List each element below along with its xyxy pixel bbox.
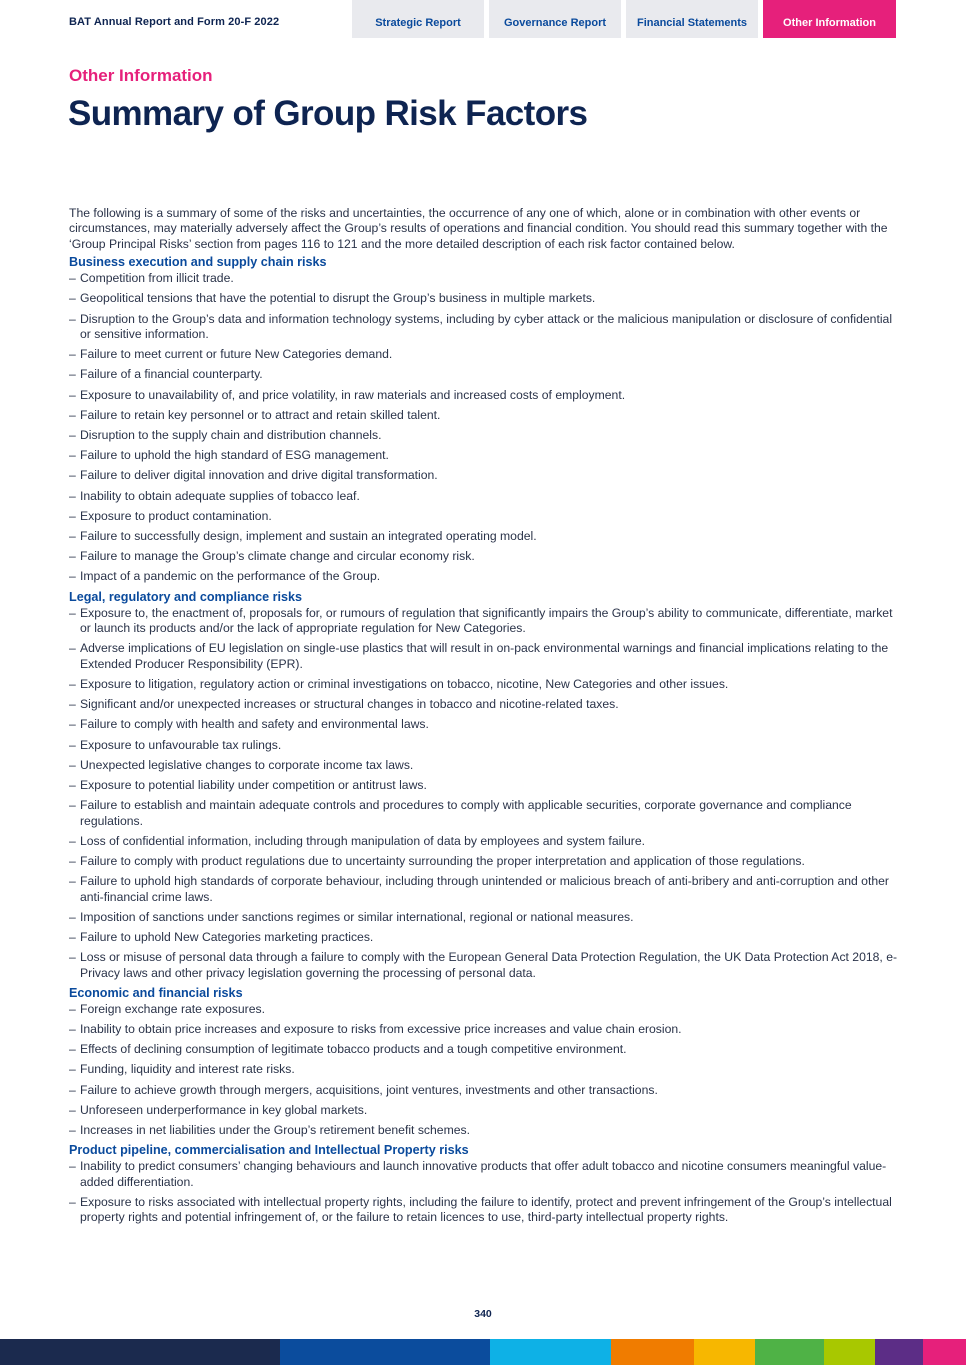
- risk-item: – Foreign exchange rate exposures.: [69, 1002, 901, 1017]
- risk-item: – Exposure to unavailability of, and price volatility, in raw materials and increased costs of employment.: [69, 388, 901, 403]
- tab-governance-report[interactable]: Governance Report: [489, 0, 621, 38]
- footer-color-block: [611, 1339, 694, 1365]
- risk-item: – Failure to manage the Group’s climate change and circular economy risk.: [69, 549, 901, 564]
- page-number: 340: [474, 1308, 492, 1320]
- risk-item: – Exposure to potential liability under competition or antitrust laws.: [69, 778, 901, 793]
- risk-item: – Exposure to product contamination.: [69, 509, 901, 524]
- footer-color-block: [875, 1339, 923, 1365]
- risk-item: – Increases in net liabilities under the Group’s retirement benefit schemes.: [69, 1123, 901, 1138]
- top-bar: [0, 0, 966, 38]
- risk-item: – Inability to obtain adequate supplies of tobacco leaf.: [69, 489, 901, 504]
- tab-other-information[interactable]: Other Information: [763, 0, 896, 38]
- risk-item: – Loss of confidential information, including through manipulation of data by employees and system failure.: [69, 834, 901, 849]
- risk-item: – Disruption to the Group’s data and information technology systems, including by cyber attack or the malicious manipulation or disclosure of confidential or sensitive information.: [69, 312, 901, 343]
- report-title: BAT Annual Report and Form 20-F 2022: [69, 16, 280, 28]
- risk-item: – Failure to successfully design, implement and sustain an integrated operating model.: [69, 529, 901, 544]
- risk-item: – Inability to obtain price increases and exposure to risks from excessive price increases and value chain erosion.: [69, 1022, 901, 1037]
- section-kicker: Other Information: [69, 66, 213, 85]
- risk-item: – Exposure to litigation, regulatory action or criminal investigations on tobacco, nicotine, New Categories and other issues.: [69, 677, 901, 692]
- risk-item: – Significant and/or unexpected increases or structural changes in tobacco and nicotine-related taxes.: [69, 697, 901, 712]
- risk-list: [69, 271, 901, 585]
- footer-color-block: [755, 1339, 824, 1365]
- risk-item: – Exposure to unfavourable tax rulings.: [69, 738, 901, 753]
- risk-item: – Imposition of sanctions under sanctions regimes or similar international, regional or national measures.: [69, 910, 901, 925]
- risk-item: – Effects of declining consumption of legitimate tobacco products and a tough competitive environment.: [69, 1042, 901, 1057]
- footer-color-block: [694, 1339, 755, 1365]
- risk-item: – Geopolitical tensions that have the potential to disrupt the Group’s business in multiple markets.: [69, 291, 901, 306]
- risk-item: – Failure to meet current or future New Categories demand.: [69, 347, 901, 362]
- footer-color-block: [280, 1339, 490, 1365]
- risk-group-heading: Economic and financial risks: [69, 985, 243, 1000]
- risk-item: – Impact of a pandemic on the performance of the Group.: [69, 569, 901, 584]
- footer-color-strip: [0, 1339, 966, 1365]
- risk-item: – Unforeseen underperformance in key global markets.: [69, 1103, 901, 1118]
- risk-item: – Adverse implications of EU legislation on single-use plastics that will result in on-pack environmental warnings and financial implications relating to the Extended Producer Responsibility (EPR).: [69, 641, 901, 672]
- risk-summary-content: [69, 206, 901, 1230]
- footer-color-block: [824, 1339, 875, 1365]
- footer-color-block: [923, 1339, 966, 1365]
- page-title: Summary of Group Risk Factors: [68, 94, 588, 133]
- risk-group-heading: Legal, regulatory and compliance risks: [69, 589, 303, 604]
- intro-paragraph: The following is a summary of some of the risks and uncertainties, the occurrence of any one of which, alone or in combination with other events or circumstances, may materially adversely affect the Group’s results of operations and financial condition. You should read this summary together with the ‘Group Principal Risks’ section from pages 116 to 121 and the more detailed description of each risk factor contained below.: [69, 206, 888, 251]
- footer-color-block: [0, 1339, 280, 1365]
- risk-item: – Inability to predict consumers’ changing behaviours and launch innovative products that offer adult tobacco and nicotine consumers meaningful value-added differentiation.: [69, 1159, 901, 1190]
- risk-item: – Failure to achieve growth through mergers, acquisitions, joint ventures, investments and other transactions.: [69, 1083, 901, 1098]
- risk-item: – Exposure to, the enactment of, proposals for, or rumours of regulation that significantly impairs the Group’s ability to communicate, differentiate, market or launch its products and/or the lack of appropriate regulation for New Categories.: [69, 606, 901, 637]
- risk-item: – Failure to comply with product regulations due to uncertainty surrounding the proper interpretation and application of those regulations.: [69, 854, 901, 869]
- risk-item: – Loss or misuse of personal data through a failure to comply with the European General Data Protection Regulation, the UK Data Protection Act 2018, e-Privacy laws and other privacy legislation governing the processing of personal data.: [69, 950, 901, 981]
- risk-item: – Unexpected legislative changes to corporate income tax laws.: [69, 758, 901, 773]
- risk-item: – Failure of a financial counterparty.: [69, 367, 901, 382]
- risk-item: – Failure to uphold the high standard of ESG management.: [69, 448, 901, 463]
- risk-group-heading: Business execution and supply chain risks: [69, 255, 327, 270]
- risk-item: – Failure to deliver digital innovation and drive digital transformation.: [69, 468, 901, 483]
- tab-financial-statements[interactable]: Financial Statements: [626, 0, 758, 38]
- risk-item: – Failure to establish and maintain adequate controls and procedures to comply with applicable securities, corporate governance and compliance regulations.: [69, 798, 901, 829]
- risk-item: – Disruption to the supply chain and distribution channels.: [69, 428, 901, 443]
- risk-item: – Failure to comply with health and safety and environmental laws.: [69, 717, 901, 732]
- risk-item: – Funding, liquidity and interest rate risks.: [69, 1062, 901, 1077]
- risk-list: [69, 1159, 901, 1225]
- risk-item: – Failure to retain key personnel or to attract and retain skilled talent.: [69, 408, 901, 423]
- risk-list: [69, 606, 901, 981]
- risk-group-heading: Product pipeline, commercialisation and Intellectual Property risks: [69, 1143, 469, 1158]
- risk-item: – Exposure to risks associated with intellectual property rights, including the failure to identify, protect and prevent infringement of the Group’s intellectual property rights and potential infringement of, or the failure to retain licences to use, third-party intellectual property rights.: [69, 1195, 901, 1226]
- risk-item: – Failure to uphold high standards of corporate behaviour, including through unintended or malicious breach of anti-bribery and anti-corruption and other anti-financial crime laws.: [69, 874, 901, 905]
- tab-strategic-report[interactable]: Strategic Report: [352, 0, 484, 38]
- risk-groups: [69, 255, 901, 1225]
- footer-color-block: [490, 1339, 611, 1365]
- risk-list: [69, 1002, 901, 1139]
- risk-item: – Failure to uphold New Categories marketing practices.: [69, 930, 901, 945]
- risk-item: – Competition from illicit trade.: [69, 271, 901, 286]
